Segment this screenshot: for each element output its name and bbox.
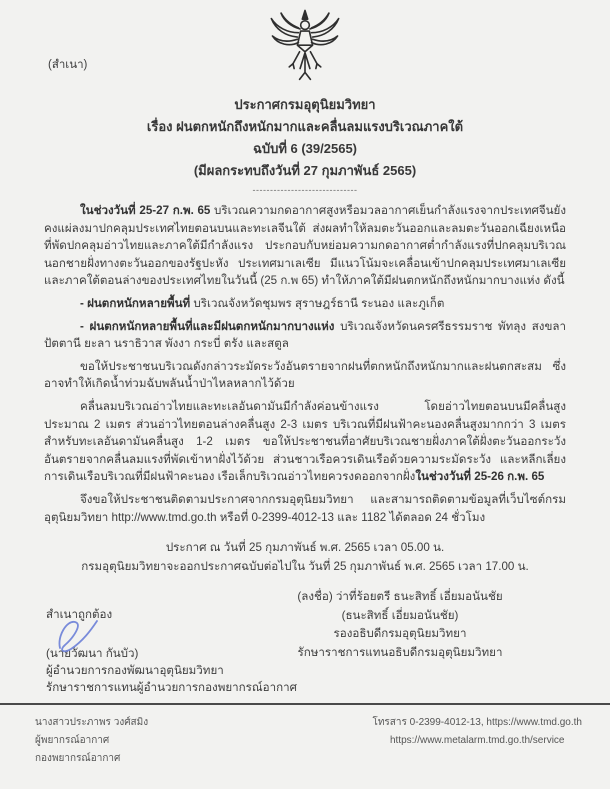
bullet-very-heavy-rain-text: บริเวณจังหวัดนครศรีธรรมราช พัทลุง สงขลา ปัตตานี ยะลา นราธิวาส พังงา กระบี่ ตรัง และสตูล — [44, 319, 567, 351]
garuda-emblem-icon — [267, 8, 343, 90]
bullet-very-heavy-rain-areas — [44, 318, 566, 353]
signed-by-line: (ลงชื่อ) ว่าที่ร้อยตรี ธนะสิทธิ์ เอี่ยมอนันชัย — [297, 590, 503, 604]
paragraph-situation-lead: ในช่วงวันที่ 25-27 ก.พ. 65 — [80, 204, 211, 217]
signer-name: (ธนะสิทธิ์ เอี่ยมอนันชัย) — [341, 608, 459, 622]
paragraph-sea-text: คลื่นลมบริเวณอ่าวไทยและทะเลอันดามันมีกำลังค่อนข้างแรง โดยอ่าวไทยตอนบนมีคลื่นสูงประมาณ 2 เมตร ส่วนอ่าวไทยตอนล่างคลื่นสูง 2-3 เมตร บริเวณที่มีฝนฟ้าคะนองคลื่นสูงมากกว่า 3 เมตร สำหรับทะเลอันดามันคลื่นสูง 1-2 เมตร ขอให้ประชาชนที่อาศัยบริเวณชายฝั่งภาคใต้ฝั่งตะวันออกระวังอันตรายจากคลื่นลมแรงที่พัดเข้าหาฝั่งไว้ด้วย ส่วนชาวเรือควรเดินเรือด้วยความระมัดระวัง และหลีกเลี่ยงการเดินเรือบริเวณที่มีฝนฟ้าคะนอง เรือเล็กบริเวณอ่าวไทยควรงดออกจากฝั่ง — [44, 399, 566, 484]
footer-contact-block — [372, 714, 582, 750]
footer-fax-and-website: โทรสาร 0-2399-4012-13, https://www.tmd.go.th — [372, 717, 582, 728]
body-content — [44, 202, 566, 526]
footer-divider — [0, 703, 610, 705]
paragraph-follow-updates: จึงขอให้ประชาชนติดตามประกาศจากกรมอุตุนิยมวิทยา และสามารถติดตามข้อมูลที่เว็บไซต์กรมอุตุนิยมวิทยา http://www.tmd.go.th หรือที่ 0-2399-4012-13 และ 1182 ได้ตลอด 24 ชั่วโมง — [44, 492, 566, 524]
paragraph-sea-bold-dates: ในช่วงวันที่ 25-26 ก.พ. 65 — [415, 470, 545, 484]
signature-scribble-icon — [52, 614, 108, 656]
paragraph-warning: ขอให้ประชาชนบริเวณดังกล่าวระมัดระวังอันตรายจากฝนที่ตกหนักถึงหนักมากและฝนตกสะสม ซึ่งอาจทำให้เกิดน้ำท่วมฉับพลันน้ำป่าไหลหลากไว้ด้วย — [44, 359, 566, 391]
issuance-block — [0, 538, 610, 576]
title-block — [0, 94, 610, 182]
certified-copy-label: สำเนาถูกต้อง — [46, 608, 113, 621]
document-subject: เรื่อง ฝนตกหนักถึงหนักมากและคลื่นลมแรงบริเวณภาคใต้ — [146, 119, 464, 134]
certification-block — [46, 606, 297, 696]
bullet-heavy-rain-text: บริเวณจังหวัดชุมพร สุราษฎร์ธานี ระนอง และภูเก็ต — [190, 296, 445, 310]
forecaster-title: ผู้พยากรณ์อากาศ — [35, 735, 110, 746]
footer-alert-service-url: https://www.metalarm.tmd.go.th/service — [389, 735, 565, 746]
dash-divider: ------------------------------ — [252, 185, 358, 195]
certifier-name: (นายวัฒนา กันบัว) — [46, 647, 139, 660]
bullet-heavy-rain-lead: - ฝนตกหนักหลายพื้นที่ — [80, 296, 191, 310]
issued-datetime: ประกาศ ณ วันที่ 25 กุมภาพันธ์ พ.ศ. 2565 เวลา 05.00 น. — [165, 541, 445, 555]
bullet-heavy-rain-areas — [44, 295, 566, 313]
certifier-position-2: รักษาราชการแทนผู้อำนวยการกองพยากรณ์อากาศ — [46, 681, 298, 694]
forecaster-division: กองพยากรณ์อากาศ — [35, 753, 121, 764]
paragraph-situation-text: บริเวณความกดอากาศสูงหรือมวลอากาศเย็นกำลังแรงจากประเทศจีนยังคงแผ่ลงมาปกคลุมประเทศไทยตอนบนและทะเลจีนใต้ ส่งผลทำให้ลมตะวันออกและลมตะวันออกเฉียงเหนือที่พัดปกคลุมอ่าวไทยและภาคใต้มีกำลังแรง ประกอบกับหย่อมความกดอากาศต่ำกำลังแรงที่ปกคลุมบริเวณนอกชายฝั่งทางตะวันออกของรัฐปะหัง ประเทศมาเลเซีย มีแนวโน้มจะเคลื่อนเข้าปกคลุมประเทศมาเลเซียและภาคใต้ตอนล่างของประเทศไทยในวันนี้ (25 ก.พ 65) ทำให้ภาคใต้มีฝนตกหนักถึงหนักมากบางแห่ง ดังนี้ — [44, 204, 566, 288]
footer-forecaster-block — [35, 714, 148, 768]
signer-position-1: รองอธิบดีกรมอุตุนิยมวิทยา — [333, 627, 467, 641]
copy-label: (สำเนา) — [48, 59, 88, 71]
document-title: ประกาศกรมอุตุนิยมวิทยา — [234, 97, 376, 112]
emblem-wrap — [0, 0, 610, 92]
signer-position-2: รักษาราชการแทนอธิบดีกรมอุตุนิยมวิทยา — [297, 645, 503, 659]
effective-date: (มีผลกระทบถึงวันที่ 27 กุมภาพันธ์ 2565) — [193, 163, 417, 178]
issue-number: ฉบับที่ 6 (39/2565) — [252, 141, 358, 156]
paragraph-situation — [44, 202, 566, 290]
paragraph-sea-conditions — [44, 398, 566, 486]
bullet-very-heavy-rain-lead: - ฝนตกหนักหลายพื้นที่และมีฝนตกหนักมากบางแห่ง — [80, 319, 335, 333]
forecaster-name: นางสาวประภาพร วงศ์สมิง — [35, 717, 149, 728]
next-issue-datetime: กรมอุตุนิยมวิทยาจะออกประกาศฉบับต่อไปใน วันที่ 25 กุมภาพันธ์ พ.ศ. 2565 เวลา 17.00 น. — [81, 560, 529, 574]
certifier-position-1: ผู้อำนวยการกองพัฒนาอุตุนิยมวิทยา — [46, 664, 224, 677]
